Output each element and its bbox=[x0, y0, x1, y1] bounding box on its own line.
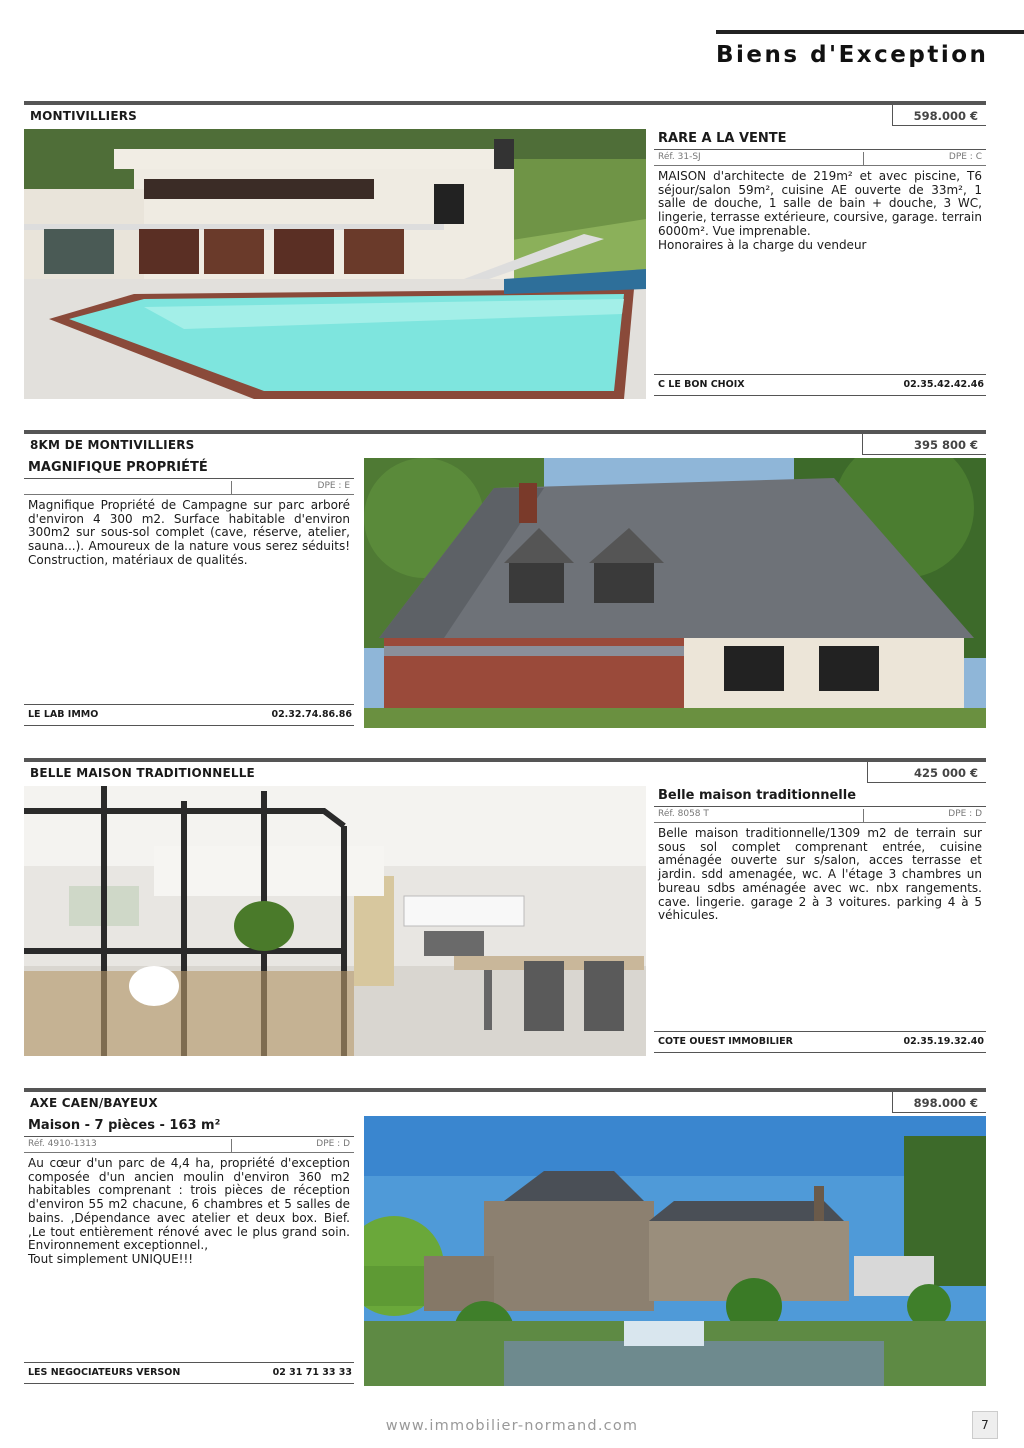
listing-details bbox=[654, 129, 986, 252]
listing-8km-montivilliers bbox=[24, 430, 986, 728]
section-divider bbox=[24, 430, 986, 434]
agency-name: LES NEGOCIATEURS VERSON bbox=[28, 1367, 181, 1378]
listing-photo-interior bbox=[24, 786, 646, 1056]
listing-montivilliers bbox=[24, 101, 986, 399]
listing-axe-caen-bayeux bbox=[24, 1088, 986, 1386]
listing-price: 395 800 € bbox=[862, 434, 986, 455]
agency-row bbox=[654, 374, 986, 396]
listing-description: Magnifique Propriété de Campagne sur parc arboré d'environ 4 300 m2. Surface habitable d'environ 300m2 sur sous-sol complet (cave, réserve, atelier, sauna...). Amoureux de la nature vous serez séduits! Construction, matériaux de qualités. bbox=[28, 498, 350, 567]
section-divider bbox=[24, 758, 986, 762]
section-divider bbox=[24, 101, 986, 105]
header-rule bbox=[716, 30, 1024, 34]
listing-price: 425 000 € bbox=[867, 762, 986, 783]
listing-location: AXE CAEN/BAYEUX bbox=[30, 1096, 158, 1110]
agency-phone[interactable]: 02.35.19.32.40 bbox=[903, 1036, 984, 1047]
agency-phone[interactable]: 02 31 71 33 33 bbox=[272, 1367, 352, 1378]
listing-dpe: DPE : E bbox=[231, 481, 350, 494]
listing-ref-row bbox=[654, 150, 986, 166]
agency-row bbox=[24, 704, 354, 726]
agency-row bbox=[654, 1031, 986, 1053]
listing-dpe: DPE : D bbox=[231, 1139, 350, 1152]
listing-headline: MAGNIFIQUE PROPRIÉTÉ bbox=[24, 458, 354, 479]
agency-name: LE LAB IMMO bbox=[28, 709, 99, 720]
listing-location: BELLE MAISON TRADITIONNELLE bbox=[30, 766, 255, 780]
footer-website[interactable]: www.immobilier-normand.com bbox=[385, 1418, 639, 1434]
section-divider bbox=[24, 1088, 986, 1092]
listing-price: 898.000 € bbox=[892, 1092, 986, 1113]
agency-name: COTE OUEST IMMOBILIER bbox=[658, 1036, 793, 1047]
listing-headline: Maison - 7 pièces - 163 m² bbox=[24, 1116, 354, 1137]
listing-location: MONTIVILLIERS bbox=[30, 109, 138, 123]
listing-tagline: Tout simplement UNIQUE!!! bbox=[28, 1251, 194, 1266]
listing-description: Au cœur d'un parc de 4,4 ha, propriété d'exception composée d'un ancien moulin d'environ 360 m2 habitables comprenant : trois pièces de réception d'environ 55 m2 chacune, 6 chambres et 5 salles de bains. ,Dépendance avec atelier et deux box. Bief. ,Le tout entièrement rénové avec le plus grand soin. Environnement exceptionnel., bbox=[28, 1156, 350, 1253]
listing-reference: Réf. 31-SJ bbox=[658, 152, 701, 162]
listing-details bbox=[24, 458, 354, 568]
listing-ref-row bbox=[24, 479, 354, 495]
listing-reference: Réf. 8058 T bbox=[658, 809, 709, 819]
listing-fees: Honoraires à la charge du vendeur bbox=[658, 237, 867, 252]
listing-headline: RARE A LA VENTE bbox=[654, 129, 986, 150]
listing-reference: Réf. 4910-1313 bbox=[28, 1139, 97, 1149]
listing-details bbox=[24, 1116, 354, 1267]
page-number: 7 bbox=[972, 1411, 998, 1439]
listing-dpe: DPE : D bbox=[863, 809, 982, 822]
listing-headline: Belle maison traditionnelle bbox=[654, 786, 986, 807]
agency-phone[interactable]: 02.32.74.86.86 bbox=[271, 709, 352, 720]
listing-description: Belle maison traditionnelle/1309 m2 de terrain sur sous sol complet comprenant entrée, cuisine aménagée ouverte sur s/salon, acces terrasse et jardin. sdd amenagée, wc. A l'étage 3 chambres un bureau sdbs aménagée avec wc. nbx rangements. cave. lingerie. garage 2 à 3 voitures. parking 4 à 5 véhicules. bbox=[658, 826, 982, 923]
listing-ref-row bbox=[24, 1137, 354, 1153]
listing-location: 8KM DE MONTIVILLIERS bbox=[30, 438, 195, 452]
listing-photo-pool-house bbox=[24, 129, 646, 399]
agency-phone[interactable]: 02.35.42.42.46 bbox=[903, 379, 984, 390]
agency-row bbox=[24, 1362, 354, 1384]
listing-photo-mill bbox=[364, 1116, 986, 1386]
listing-dpe: DPE : C bbox=[863, 152, 982, 165]
agency-name: C LE BON CHOIX bbox=[658, 379, 745, 390]
listing-photo-country-house bbox=[364, 458, 986, 728]
listing-details bbox=[654, 786, 986, 923]
listing-ref-row bbox=[654, 807, 986, 823]
listing-belle-maison bbox=[24, 758, 986, 1056]
listing-description: MAISON d'architecte de 219m² et avec piscine, T6 séjour/salon 59m², cuisine AE ouverte de 33m², 1 salle de douche, 1 salle de bain + douche, 3 WC, lingerie, terrasse extérieure, coursive, garage. terrain 6000m². Vue imprenable. bbox=[658, 169, 982, 238]
listing-price: 598.000 € bbox=[892, 105, 986, 126]
page-title: Biens d'Exception bbox=[716, 42, 989, 68]
